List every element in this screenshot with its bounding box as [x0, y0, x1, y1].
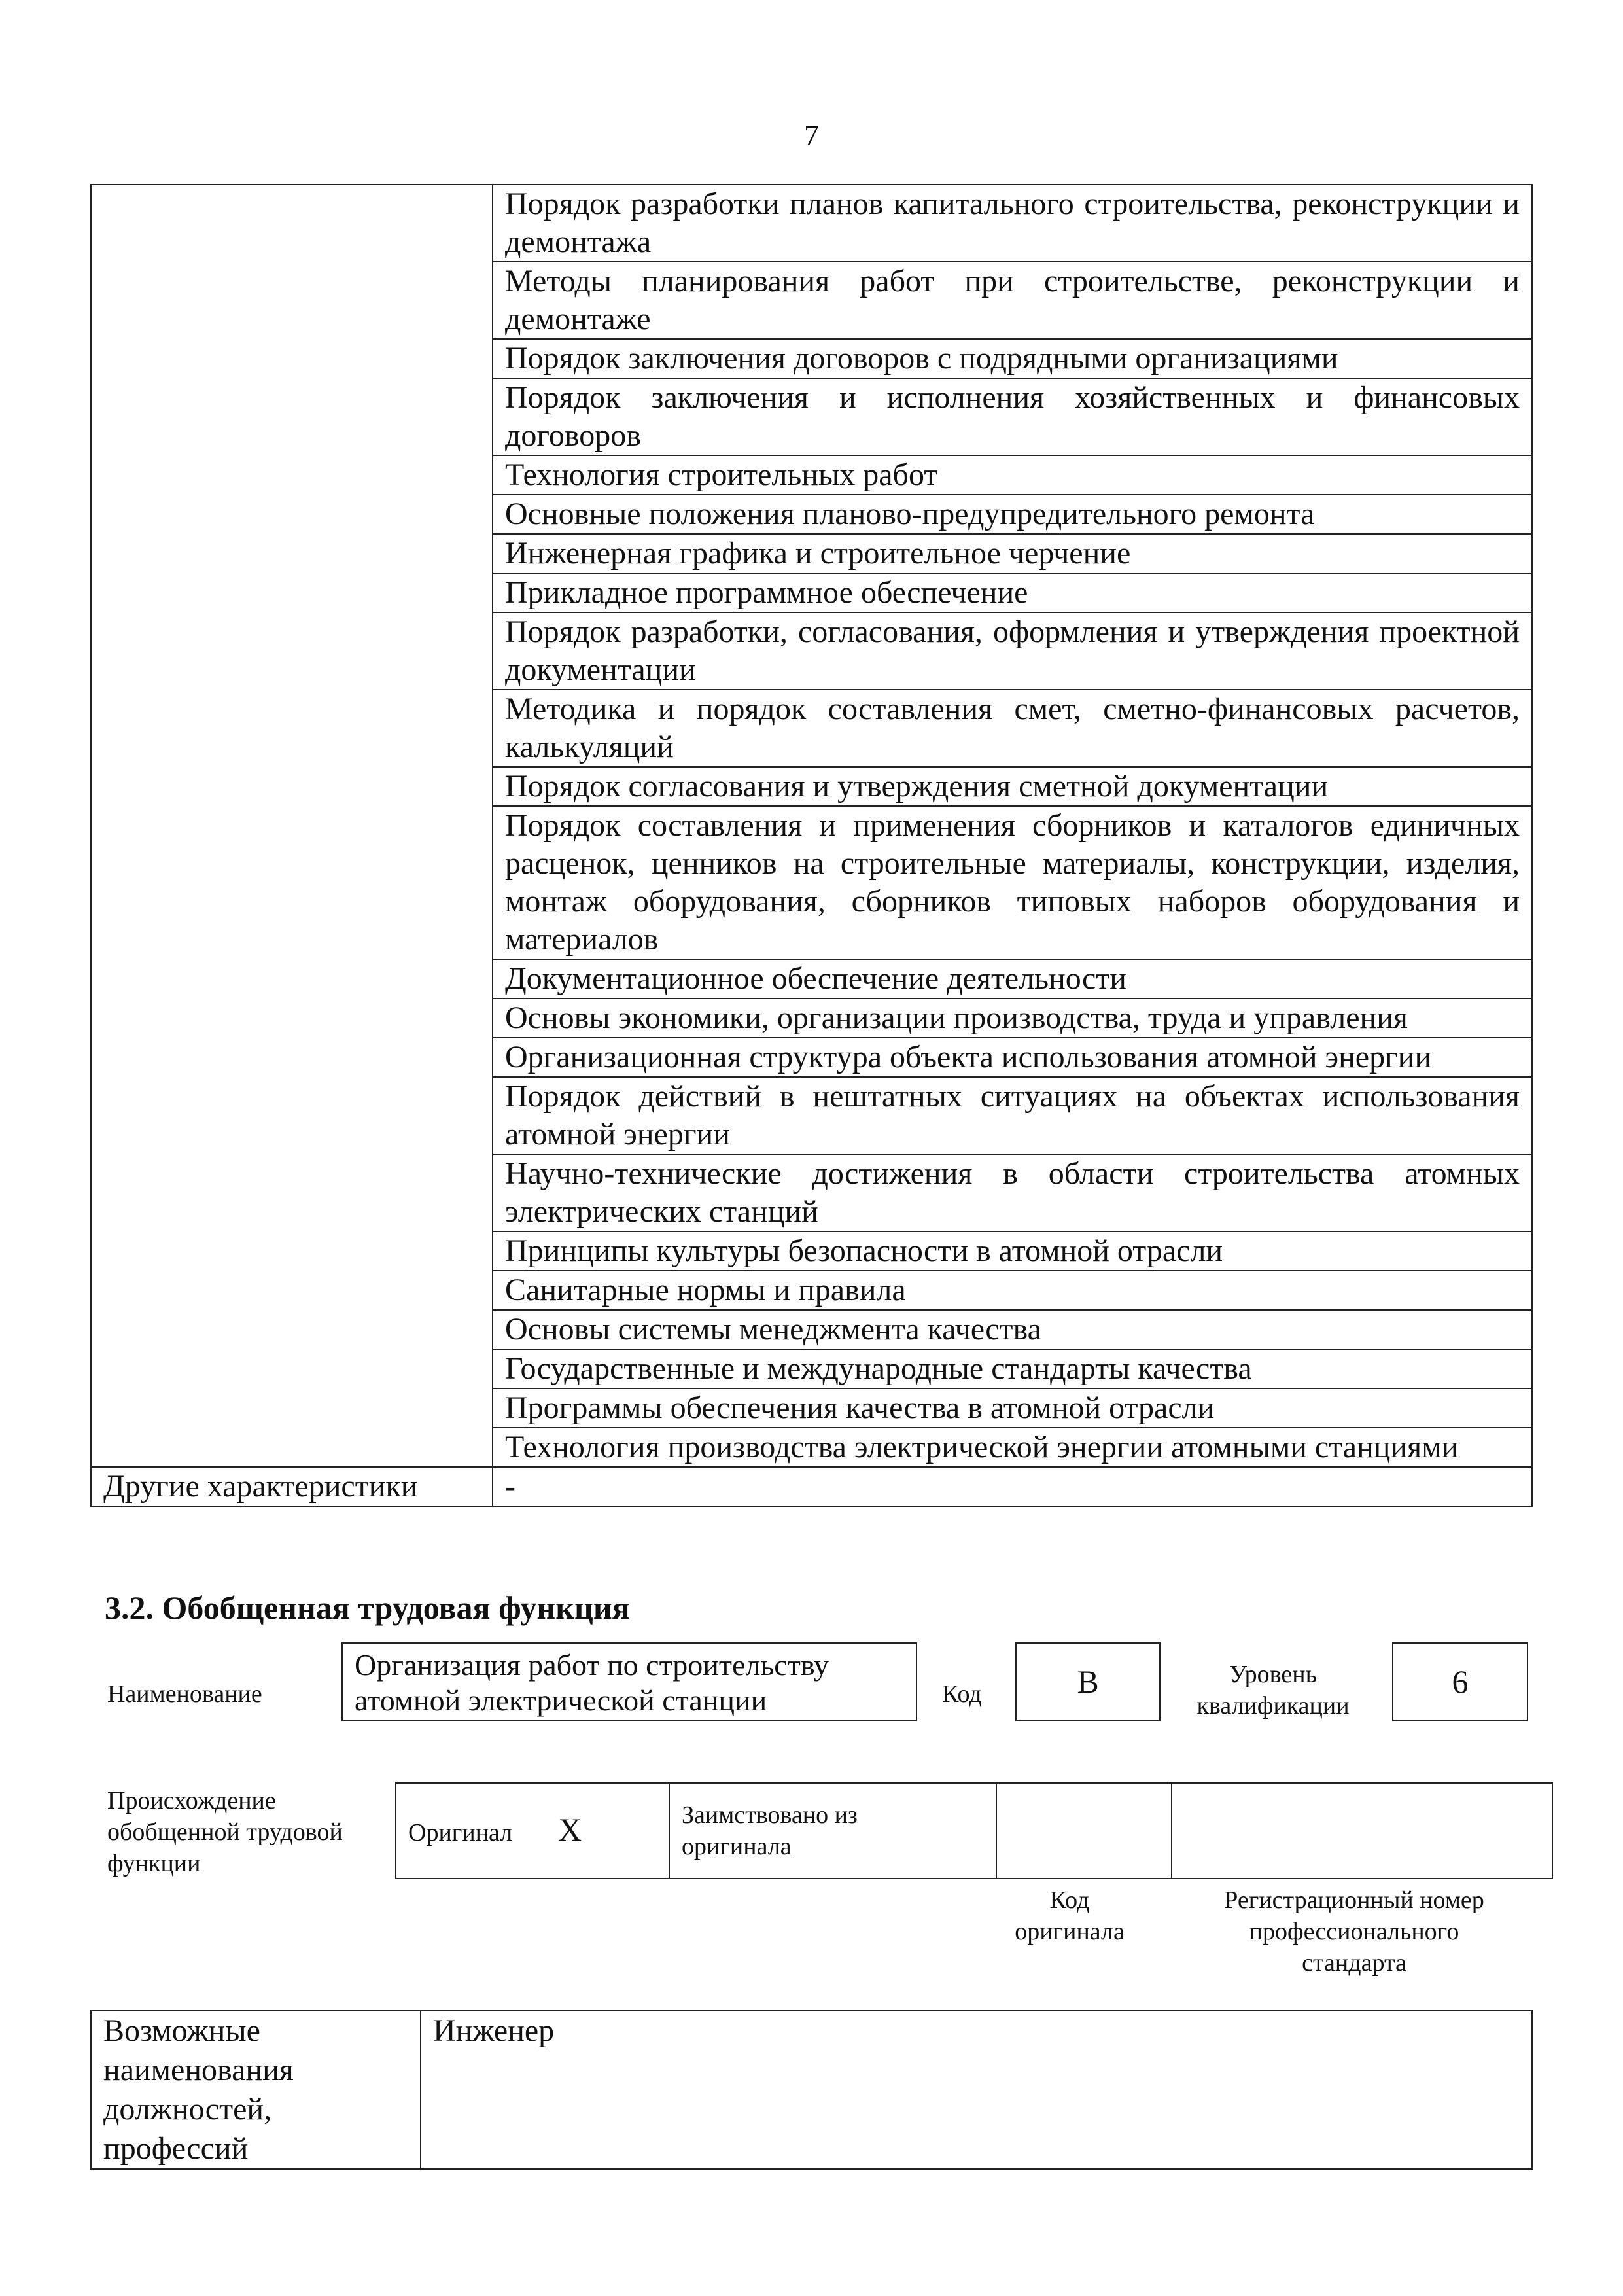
level-label-line2: квалификации — [1196, 1692, 1350, 1720]
knowledge-item: Инженерная графика и строительное черчение — [493, 534, 1532, 573]
reg-caption-line3: стандарта — [1302, 1949, 1406, 1977]
knowledge-item: Организационная структура объекта использования атомной энергии — [493, 1038, 1532, 1077]
origin-label-line1: Происхождение — [107, 1787, 276, 1814]
positions-value: Инженер — [421, 2011, 1532, 2169]
code-caption-line1: Код — [1049, 1886, 1090, 1914]
original-mark: X — [558, 1810, 582, 1848]
other-characteristics-value: - — [493, 1467, 1532, 1506]
borrowed-label-line2: оригинала — [682, 1833, 792, 1860]
knowledge-item: Принципы культуры безопасности в атомной отрасли — [493, 1231, 1532, 1271]
positions-label-line1: Возможные — [103, 2013, 260, 2048]
knowledge-item: Программы обеспечения качества в атомной отрасли — [493, 1388, 1532, 1428]
knowledge-item: Государственные и международные стандарты качества — [493, 1349, 1532, 1388]
reg-caption-line2: профессионального — [1249, 1918, 1459, 1945]
knowledge-item: Порядок согласования и утверждения сметной документации — [493, 767, 1532, 806]
origin-label-line2: обобщенной трудовой — [107, 1818, 343, 1846]
code-caption — [981, 1884, 1158, 1947]
name-label: Наименование — [107, 1680, 262, 1708]
knowledge-item: Прикладное программное обеспечение — [493, 573, 1532, 612]
name-value-line2: атомной электрической станции — [355, 1684, 767, 1717]
level-label — [1181, 1659, 1365, 1722]
knowledge-item: Основные положения планово-предупредительного ремонта — [493, 495, 1532, 534]
origin-label-line3: функции — [107, 1850, 201, 1877]
code-label: Код — [942, 1680, 982, 1708]
code-value-box: B — [1015, 1642, 1161, 1721]
registration-number-cell — [1172, 1783, 1552, 1879]
knowledge-item: Основы экономики, организации производства, труда и управления — [493, 998, 1532, 1038]
table-row — [396, 1783, 1552, 1879]
table-row — [91, 185, 1532, 262]
positions-label-line3: должностей, — [103, 2092, 272, 2127]
original-label: Оригинал — [408, 1818, 513, 1846]
borrowed-cell — [669, 1783, 996, 1879]
knowledge-item: Основы системы менеджмента качества — [493, 1310, 1532, 1349]
knowledge-item: Порядок заключения договоров с подрядными организациями — [493, 339, 1532, 378]
code-caption-line2: оригинала — [1015, 1918, 1125, 1945]
knowledge-item: Методика и порядок составления смет, сметно-финансовых расчетов, калькуляций — [493, 690, 1532, 767]
knowledge-item: Методы планирования работ при строительстве, реконструкции и демонтаже — [493, 262, 1532, 339]
other-characteristics-label: Другие характеристики — [91, 1467, 493, 1506]
positions-label — [91, 2011, 421, 2169]
table-row — [91, 2011, 1532, 2169]
origin-table — [395, 1782, 1553, 1879]
positions-label-line4: профессий — [103, 2131, 249, 2166]
original-cell — [396, 1783, 669, 1879]
level-value-box: 6 — [1392, 1642, 1528, 1721]
level-label-line1: Уровень — [1229, 1661, 1317, 1688]
name-value-box — [341, 1642, 917, 1721]
borrowed-label-line1: Заимствовано из — [682, 1801, 858, 1829]
knowledge-item: Порядок составления и применения сборников и каталогов единичных расценок, ценников на строительные материалы, конструкции, изделия, монтаж оборудования, сборников типовых наборов оборудования и материалов — [493, 806, 1532, 959]
knowledge-item: Порядок разработки, согласования, оформления и утверждения проектной документации — [493, 612, 1532, 690]
origin-label — [107, 1785, 343, 1879]
knowledge-item: Научно-технические достижения в области строительства атомных электрических станций — [493, 1154, 1532, 1231]
name-value-line1: Организация работ по строительству — [355, 1648, 829, 1682]
knowledge-item: Порядок заключения и исполнения хозяйственных и финансовых договоров — [493, 378, 1532, 455]
section-heading: 3.2. Обобщенная трудовая функция — [105, 1589, 630, 1626]
table-row — [91, 1467, 1532, 1506]
knowledge-item: Порядок разработки планов капитального строительства, реконструкции и демонтажа — [493, 185, 1532, 262]
knowledge-label-cell — [91, 185, 493, 1467]
knowledge-item: Технология производства электрической энергии атомными станциями — [493, 1428, 1532, 1467]
knowledge-item: Порядок действий в нештатных ситуациях на объектах использования атомной энергии — [493, 1077, 1532, 1154]
knowledge-item: Документационное обеспечение деятельности — [493, 959, 1532, 998]
knowledge-table — [90, 184, 1533, 1507]
positions-table — [90, 2010, 1533, 2170]
reg-caption-line1: Регистрационный номер — [1224, 1886, 1484, 1914]
page-number: 7 — [804, 118, 819, 152]
original-code-cell — [996, 1783, 1172, 1879]
knowledge-item: Технология строительных работ — [493, 455, 1532, 495]
knowledge-item: Санитарные нормы и правила — [493, 1271, 1532, 1310]
reg-caption — [1171, 1884, 1537, 1979]
positions-label-line2: наименования — [103, 2053, 294, 2087]
